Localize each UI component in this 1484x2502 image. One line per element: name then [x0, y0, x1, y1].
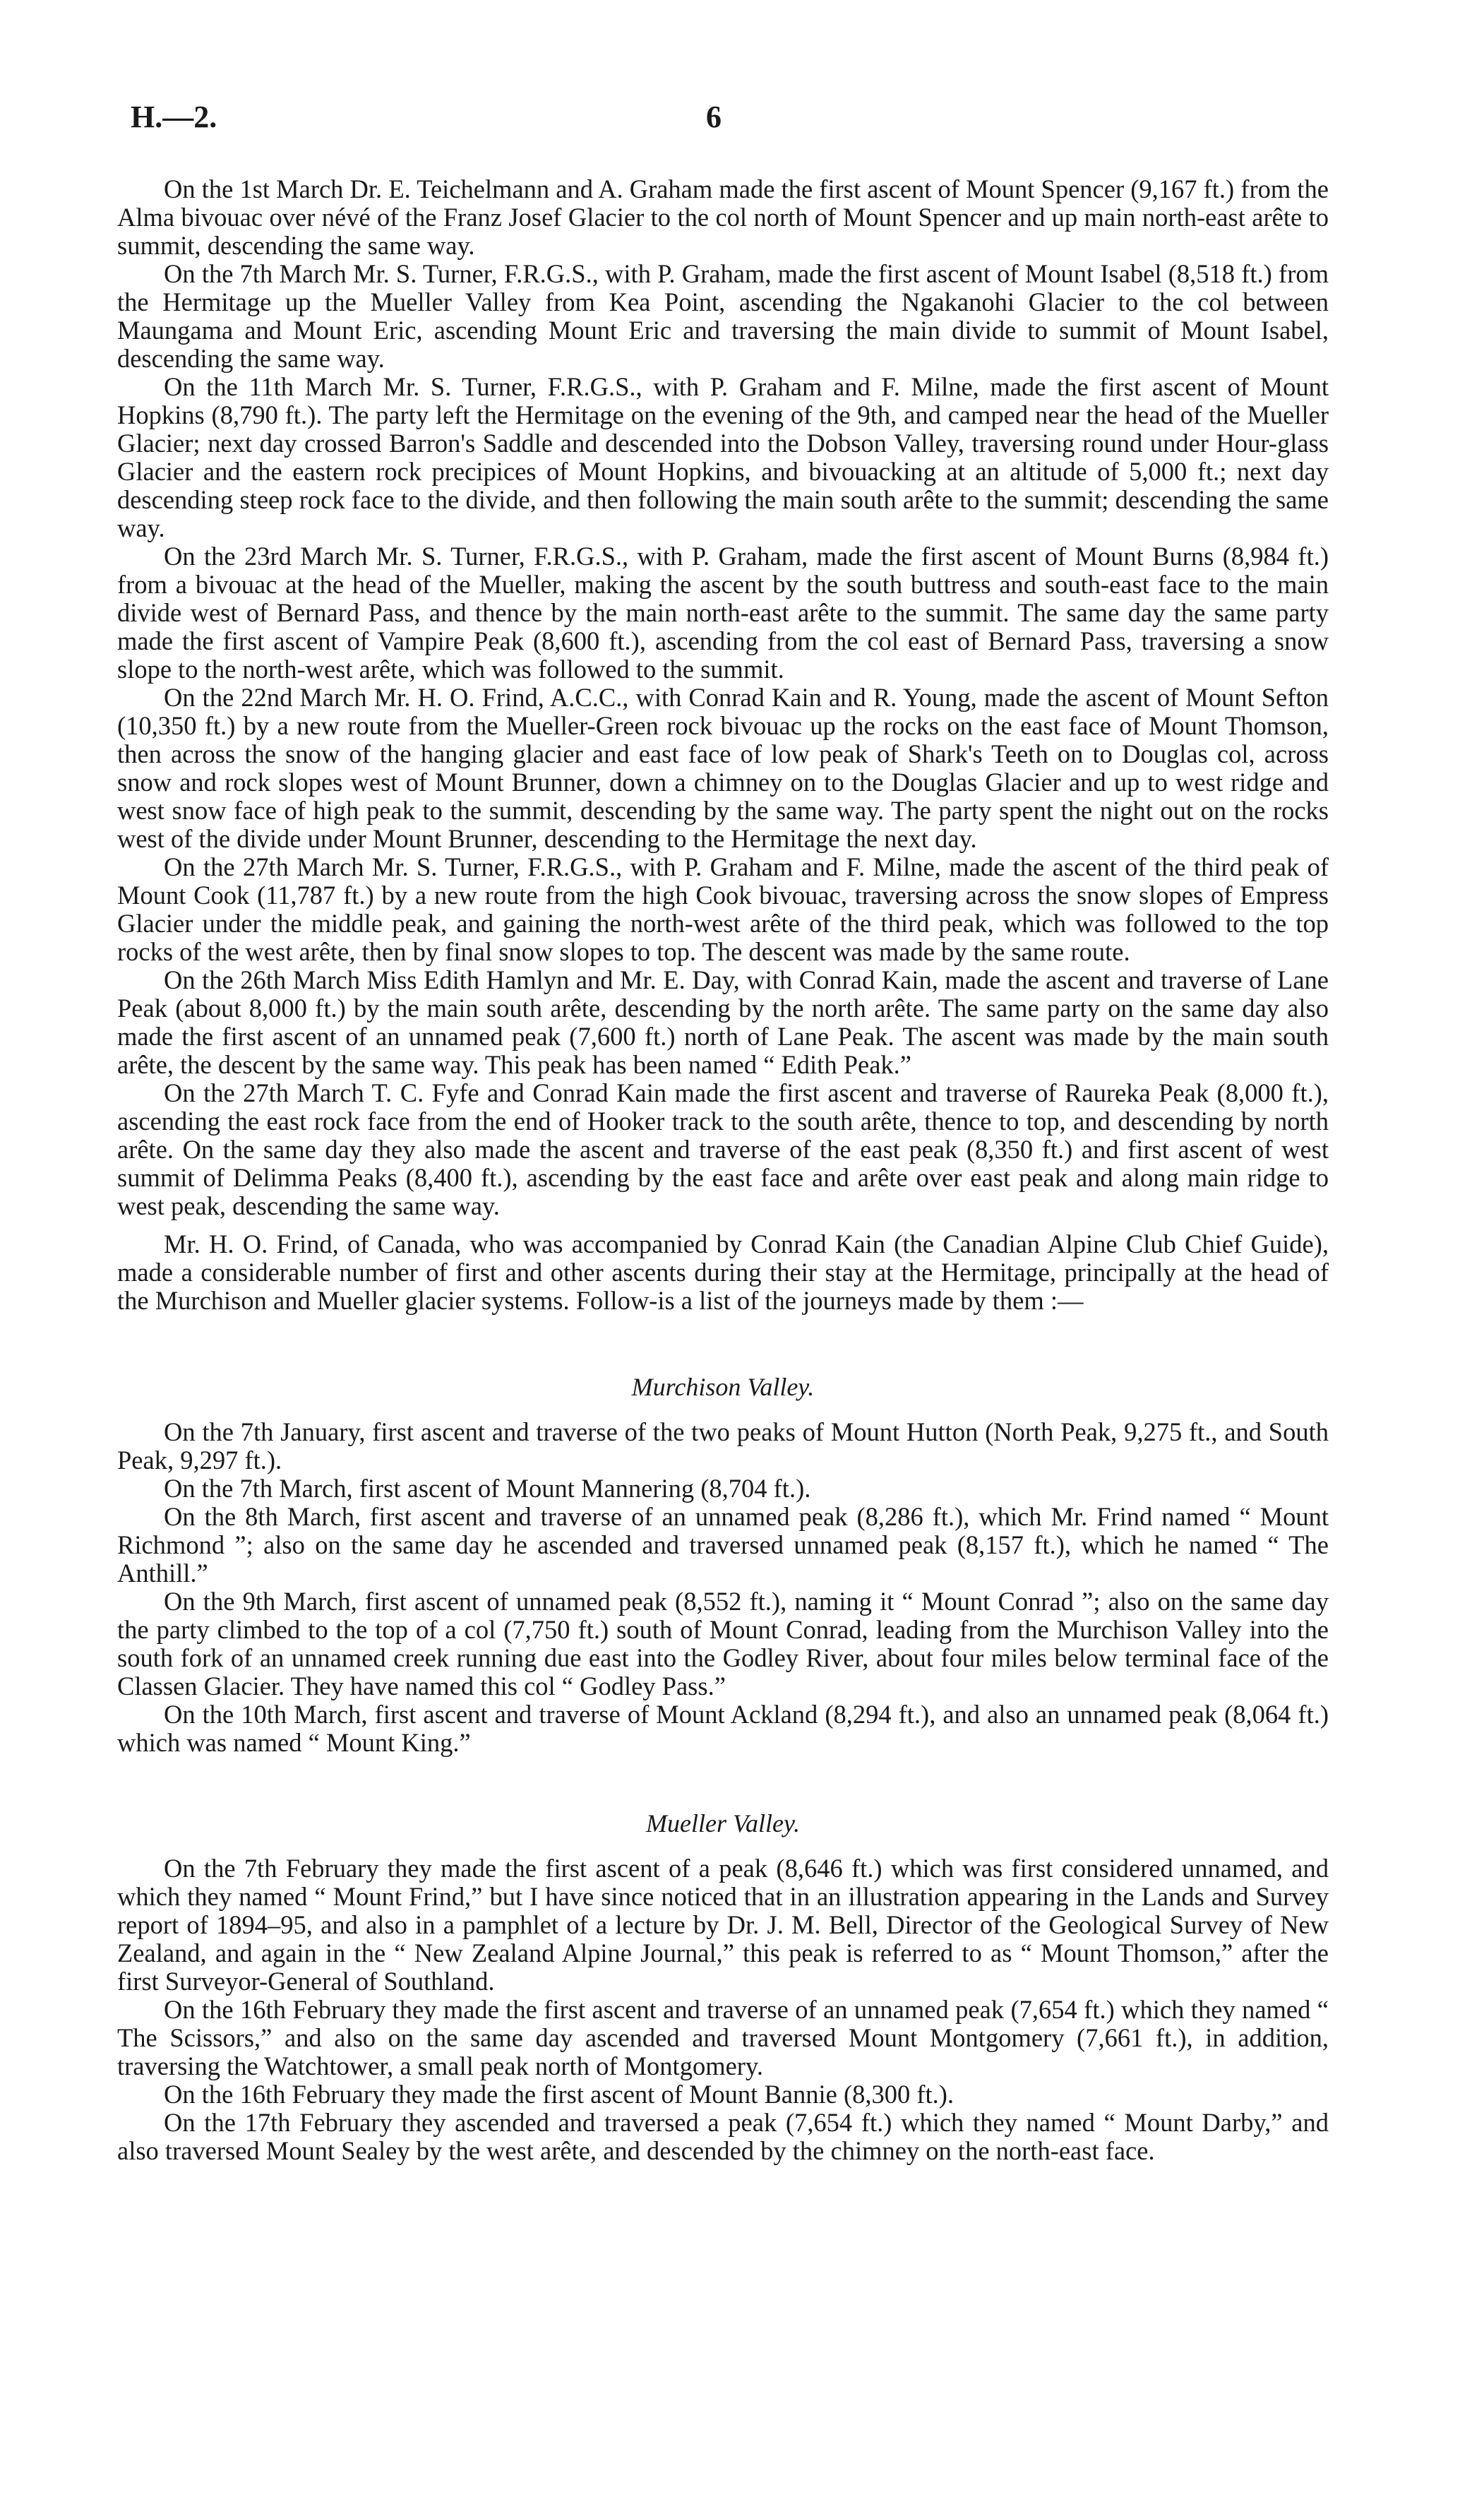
paragraph: On the 16th February they made the first ascent of Mount Bannie (8,300 ft.). [164, 2080, 955, 2109]
paragraph: On the 11th March Mr. S. Turner, F.R.G.S., with P. Graham and F. Milne, made the first ascent of Mount Hopkins (8,790 ft.). The party left the Hermitage on the evening of the 9th, and camped near the head of the Mueller Glacier; next day crossed Barron's Saddle and descended into the Dobson Valley, traversing round under Hour-glass Glacier and the eastern rock precipices of Mount Hopkins, and bivouacking at an altitude of 5,000 ft.; next day descending steep rock face to the divide, and then following the main south arête to the summit; descending the same way. [117, 372, 1329, 542]
document-reference: H.—2. [131, 100, 217, 134]
paragraph: On the 22nd March Mr. H. O. Frind, A.C.C., with Conrad Kain and R. Young, made the ascent of Mount Sefton (10,350 ft.) by a new route from the Mueller-Green rock bivouac up the rocks on the east face of Mount Thomson, then across the snow of the hanging glacier and east face of low peak of Shark's Teeth on to Douglas col, across snow and rock slopes west of Mount Brunner, down a chimney on to the Douglas Glacier and up to west ridge and west snow face of high peak to the summit, descending by the same way. The party spent the night out on the rocks west of the divide under Mount Brunner, descending to the Hermitage the next day. [117, 683, 1329, 853]
paragraph: On the 7th March, first ascent of Mount Mannering (8,704 ft.). [164, 1474, 811, 1503]
section-heading-murchison: Murchison Valley. [631, 1373, 815, 1401]
paragraph: On the 27th March T. C. Fyfe and Conrad Kain made the first ascent and traverse of Raureka Peak (8,000 ft.), ascending the east rock face from the end of Hooker track to the south arête, thence to top, and descending by north arête. On the same day they also made the ascent and traverse of the east peak (8,350 ft.) and first ascent of west summit of Delimma Peaks (8,400 ft.), ascending by the east face and arête over east peak and along main ridge to west peak, descending the same way. [117, 1078, 1329, 1220]
paragraph: On the 26th March Miss Edith Hamlyn and Mr. E. Day, with Conrad Kain, made the ascent and traverse of Lane Peak (about 8,000 ft.) by the main south arête, descending by the north arête. The same party on the same day also made the first ascent of an unnamed peak (7,600 ft.) north of Lane Peak. The ascent was made by the main south arête, the descent by the same way. This peak has been named “ Edith Peak.” [117, 965, 1329, 1079]
paragraph: On the 1st March Dr. E. Teichelmann and A. Graham made the first ascent of Mount Spencer (9,167 ft.) from the Alma bivouac over névé of the Franz Josef Glacier to the col north of Mount Spencer and up main north-east arête to summit, descending the same way. [117, 174, 1329, 260]
page-number: 6 [706, 100, 722, 134]
paragraph: On the 7th March Mr. S. Turner, F.R.G.S., with P. Graham, made the first ascent of Mount Isabel (8,518 ft.) from the Hermitage up the Mueller Valley from Kea Point, ascending the Ngakanohi Glacier to the col between Maungama and Mount Eric, ascending Mount Eric and traversing the main divide to summit of Mount Isabel, descending the same way. [117, 259, 1329, 373]
paragraph: On the 8th March, first ascent and traverse of an unnamed peak (8,286 ft.), which Mr. Frind named “ Mount Richmond ”; also on the same day he ascended and traversed unnamed peak (8,157 ft.), which he named “ The Anthill.” [117, 1502, 1329, 1587]
document-body [117, 175, 1329, 2165]
paragraph: On the 7th February they made the first ascent of a peak (8,646 ft.) which was first considered unnamed, and which they named “ Mount Frind,” but I have since noticed that in an illustration appearing in the Lands and Survey report of 1894–95, and also in a pamphlet of a lecture by Dr. J. M. Bell, Director of the Geological Survey of New Zealand, and again in the “ New Zealand Alpine Journal,” this peak is referred to as “ Mount Thomson,” after the first Surveyor-General of Southland. [117, 1854, 1329, 1996]
paragraph: On the 23rd March Mr. S. Turner, F.R.G.S., with P. Graham, made the first ascent of Mount Burns (8,984 ft.) from a bivouac at the head of the Mueller, making the ascent by the south buttress and south-east face to the main divide west of Bernard Pass, and thence by the main north-east arête to the summit. The same day the same party made the first ascent of Vampire Peak (8,600 ft.), ascending from the col east of Bernard Pass, traversing a snow slope to the north-west arête, which was followed to the summit. [117, 542, 1329, 684]
paragraph: On the 16th February they made the first ascent and traverse of an unnamed peak (7,654 ft.) which they named “ The Scissors,” and also on the same day ascended and traversed Mount Montgomery (7,661 ft.), in addition, traversing the Watchtower, a small peak north of Montgomery. [117, 1995, 1329, 2080]
paragraph: On the 10th March, first ascent and traverse of Mount Ackland (8,294 ft.), and also an unnamed peak (8,064 ft.) which was named “ Mount King.” [117, 1700, 1329, 1757]
paragraph: Mr. H. O. Frind, of Canada, who was accompanied by Conrad Kain (the Canadian Alpine Club Chief Guide), made a considerable number of first and other ascents during their stay at the Hermitage, principally at the head of the Murchison and Mueller glacier systems. Follow-is a list of the journeys made by them :— [117, 1229, 1329, 1315]
paragraph: On the 27th March Mr. S. Turner, F.R.G.S., with P. Graham and F. Milne, made the ascent of the third peak of Mount Cook (11,787 ft.) by a new route from the high Cook bivouac, traversing across the snow slopes of Empress Glacier under the middle peak, and gaining the north-west arête of the third peak, which was followed to the top rocks of the west arête, then by final snow slopes to top. The descent was made by the same route. [117, 852, 1329, 966]
section-heading-mueller: Mueller Valley. [646, 1809, 800, 1837]
paragraph: On the 7th January, first ascent and traverse of the two peaks of Mount Hutton (North Peak, 9,275 ft., and South Peak, 9,297 ft.). [117, 1417, 1329, 1475]
paragraph: On the 17th February they ascended and traversed a peak (7,654 ft.) which they named “ Mount Darby,” and also traversed Mount Sealey by the west arête, and descended by the chimney on the north-east face. [117, 2108, 1329, 2165]
paragraph: On the 9th March, first ascent of unnamed peak (8,552 ft.), naming it “ Mount Conrad ”; also on the same day the party climbed to the top of a col (7,750 ft.) south of Mount Conrad, leading from the Murchison Valley into the south fork of an unnamed creek running due east into the Godley River, about four miles below terminal face of the Classen Glacier. They have named this col “ Godley Pass.” [117, 1587, 1329, 1700]
